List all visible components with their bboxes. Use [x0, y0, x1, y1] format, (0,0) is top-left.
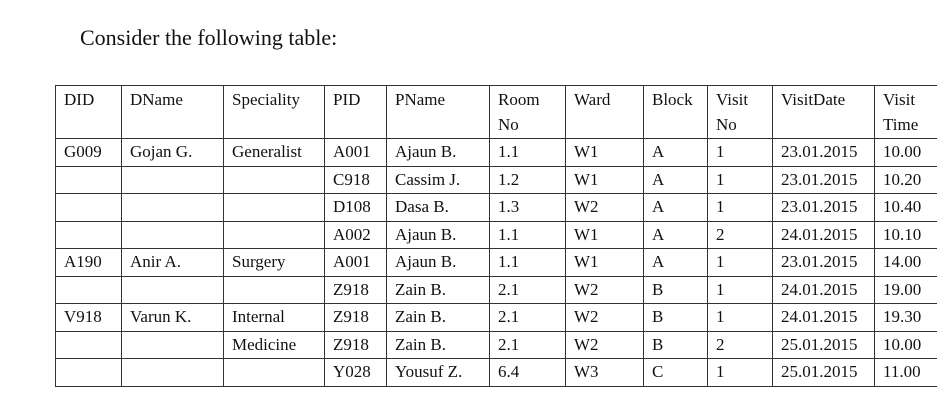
cell-ward: W2 [566, 304, 644, 332]
cell-visit-date: 23.01.2015 [773, 166, 875, 194]
cell-speciality: Internal [224, 304, 325, 332]
cell-did [56, 166, 122, 194]
cell-dname [122, 359, 224, 387]
header-visit-no: Visit No [708, 86, 773, 139]
cell-block: A [644, 221, 708, 249]
cell-visit-time: 10.20 [875, 166, 937, 194]
cell-visit-time: 10.10 [875, 221, 937, 249]
cell-visit-date: 24.01.2015 [773, 304, 875, 332]
cell-ward: W2 [566, 276, 644, 304]
cell-visit-time: 10.00 [875, 331, 937, 359]
cell-dname [122, 194, 224, 222]
cell-visit-no: 1 [708, 166, 773, 194]
cell-block: B [644, 304, 708, 332]
cell-visit-no: 1 [708, 359, 773, 387]
intro-text: Consider the following table: [80, 25, 338, 50]
table-row [56, 166, 937, 194]
cell-ward: W1 [566, 139, 644, 167]
cell-pid: Z918 [325, 304, 387, 332]
cell-pid: Z918 [325, 276, 387, 304]
header-speciality: Speciality [224, 86, 325, 139]
cell-ward: W1 [566, 221, 644, 249]
cell-pname: Ajaun B. [387, 221, 490, 249]
cell-visit-no: 1 [708, 276, 773, 304]
table-row [56, 194, 937, 222]
cell-visit-no: 1 [708, 139, 773, 167]
cell-visit-date: 23.01.2015 [773, 249, 875, 277]
cell-visit-date: 23.01.2015 [773, 194, 875, 222]
header-room-no: Room No [490, 86, 566, 139]
cell-visit-time: 10.00 [875, 139, 937, 167]
cell-visit-no: 1 [708, 194, 773, 222]
cell-room-no: 1.1 [490, 139, 566, 167]
cell-pname: Zain B. [387, 276, 490, 304]
cell-visit-time: 11.00 [875, 359, 937, 387]
cell-pname: Dasa B. [387, 194, 490, 222]
cell-did: A190 [56, 249, 122, 277]
table-row [56, 221, 937, 249]
cell-speciality: Surgery [224, 249, 325, 277]
table-row [56, 276, 937, 304]
cell-dname: Anir A. [122, 249, 224, 277]
cell-did [56, 359, 122, 387]
cell-visit-no: 2 [708, 331, 773, 359]
cell-room-no: 1.1 [490, 249, 566, 277]
cell-pid: C918 [325, 166, 387, 194]
table-row [56, 359, 937, 387]
cell-pname: Ajaun B. [387, 249, 490, 277]
cell-block: A [644, 166, 708, 194]
cell-speciality [224, 359, 325, 387]
cell-speciality: Generalist [224, 139, 325, 167]
cell-room-no: 1.3 [490, 194, 566, 222]
cell-pid: Y028 [325, 359, 387, 387]
cell-dname: Gojan G. [122, 139, 224, 167]
header-row [56, 86, 937, 139]
cell-room-no: 2.1 [490, 331, 566, 359]
cell-visit-no: 2 [708, 221, 773, 249]
cell-pid: D108 [325, 194, 387, 222]
header-did: DID [56, 86, 122, 139]
header-ward: Ward [566, 86, 644, 139]
cell-visit-date: 25.01.2015 [773, 359, 875, 387]
cell-visit-time: 14.00 [875, 249, 937, 277]
cell-room-no: 1.2 [490, 166, 566, 194]
header-visit-date: VisitDate [773, 86, 875, 139]
cell-block: B [644, 276, 708, 304]
cell-ward: W2 [566, 194, 644, 222]
cell-dname [122, 331, 224, 359]
cell-room-no: 2.1 [490, 304, 566, 332]
cell-pname: Zain B. [387, 304, 490, 332]
table-row [56, 249, 937, 277]
cell-pid: A001 [325, 249, 387, 277]
cell-visit-time: 19.00 [875, 276, 937, 304]
cell-block: A [644, 139, 708, 167]
cell-visit-time: 10.40 [875, 194, 937, 222]
header-block: Block [644, 86, 708, 139]
cell-speciality [224, 276, 325, 304]
doctor-visits-table [55, 85, 937, 387]
cell-block: A [644, 194, 708, 222]
cell-speciality [224, 221, 325, 249]
cell-room-no: 6.4 [490, 359, 566, 387]
cell-did [56, 276, 122, 304]
cell-speciality [224, 166, 325, 194]
cell-ward: W1 [566, 166, 644, 194]
cell-room-no: 2.1 [490, 276, 566, 304]
header-pid: PID [325, 86, 387, 139]
cell-visit-date: 25.01.2015 [773, 331, 875, 359]
cell-pname: Cassim J. [387, 166, 490, 194]
table-row [56, 331, 937, 359]
cell-pid: A001 [325, 139, 387, 167]
cell-pid: Z918 [325, 331, 387, 359]
cell-pname: Yousuf Z. [387, 359, 490, 387]
cell-block: C [644, 359, 708, 387]
cell-dname [122, 221, 224, 249]
header-visit-time: Visit Time [875, 86, 937, 139]
cell-pname: Ajaun B. [387, 139, 490, 167]
table-row [56, 139, 937, 167]
cell-ward: W3 [566, 359, 644, 387]
cell-dname [122, 276, 224, 304]
cell-visit-no: 1 [708, 249, 773, 277]
cell-visit-date: 24.01.2015 [773, 221, 875, 249]
cell-speciality: Medicine [224, 331, 325, 359]
cell-speciality [224, 194, 325, 222]
cell-did [56, 331, 122, 359]
cell-visit-time: 19.30 [875, 304, 937, 332]
cell-ward: W1 [566, 249, 644, 277]
cell-did: V918 [56, 304, 122, 332]
cell-dname: Varun K. [122, 304, 224, 332]
cell-did [56, 221, 122, 249]
cell-block: B [644, 331, 708, 359]
header-pname: PName [387, 86, 490, 139]
cell-ward: W2 [566, 331, 644, 359]
cell-dname [122, 166, 224, 194]
cell-room-no: 1.1 [490, 221, 566, 249]
table-row [56, 304, 937, 332]
cell-did [56, 194, 122, 222]
cell-visit-date: 24.01.2015 [773, 276, 875, 304]
cell-pname: Zain B. [387, 331, 490, 359]
cell-visit-date: 23.01.2015 [773, 139, 875, 167]
header-dname: DName [122, 86, 224, 139]
cell-did: G009 [56, 139, 122, 167]
cell-visit-no: 1 [708, 304, 773, 332]
cell-pid: A002 [325, 221, 387, 249]
cell-block: A [644, 249, 708, 277]
